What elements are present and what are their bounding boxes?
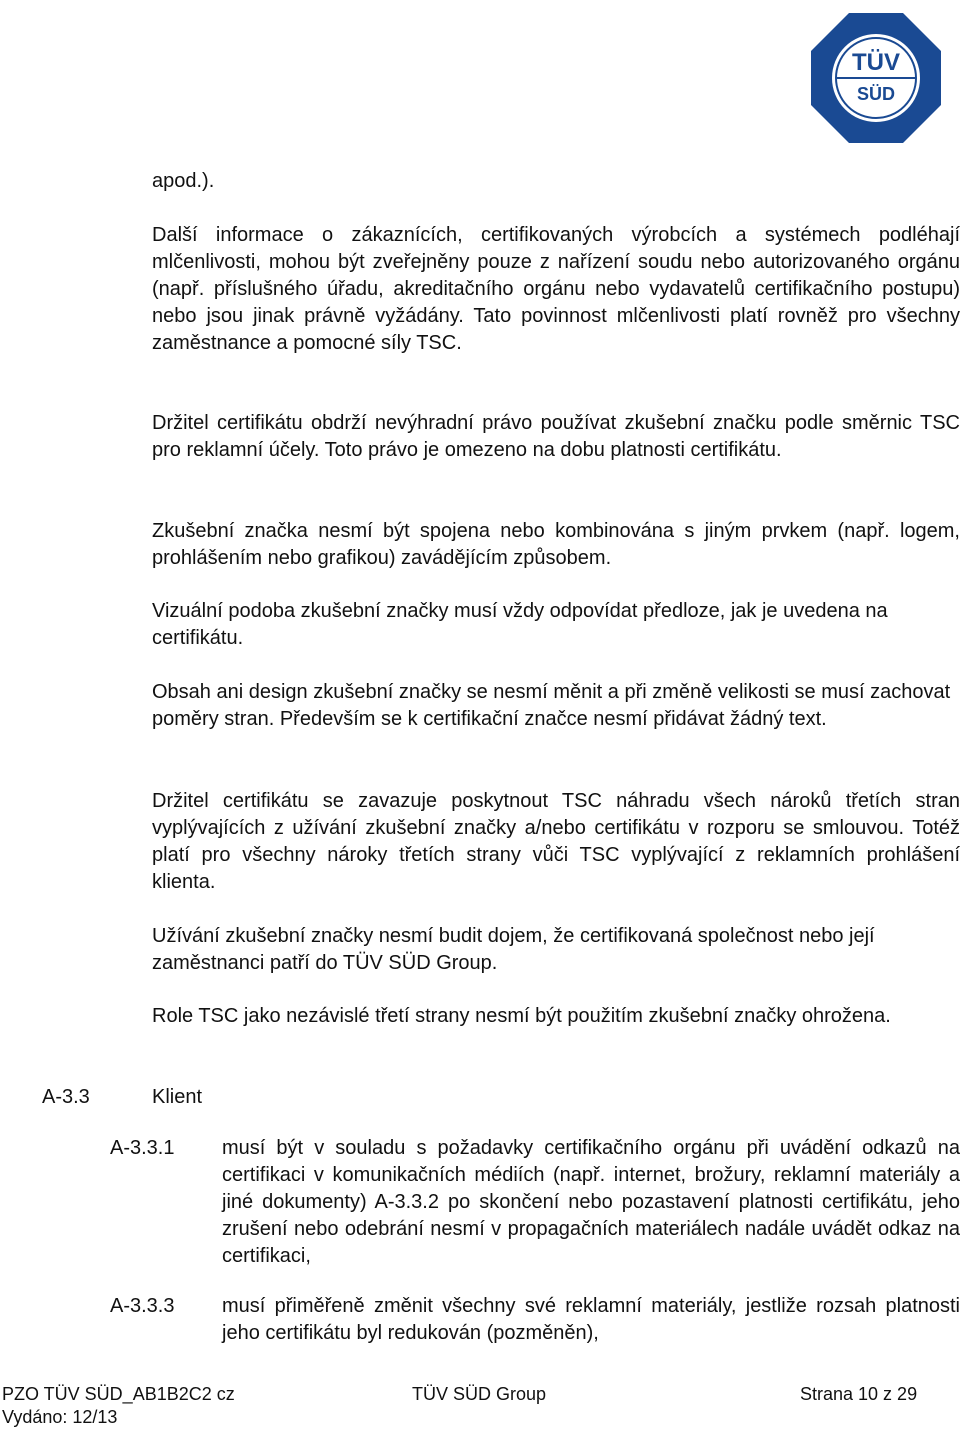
paragraph-mark-combination: Zkušební značka nesmí být spojena nebo kombinována s jiným prvkem (např. logem, prohlášením nebo grafikou) zavádějícím způsobem.: [152, 520, 960, 569]
paragraph-mark-appearance: Vizuální podoba zkušební značky musí vždy odpovídat předloze, jak je uvedena na certifikátu.: [152, 600, 888, 649]
logo-label-bottom: SÜD: [856, 84, 896, 104]
subsection-text: musí být v souladu s požadavky certifikačního orgánu při uvádění odkazů na certifikaci v komunikačních médiích (např. internet, brožury, reklamní materiály a jiné dokumenty) A-3.3.2 po skončení nebo pozastavení platnosti certifikátu, jeho zrušení nebo odebrání nesmí v propagačních materiálech nadále uvádět odkaz na certifikaci,: [222, 1137, 960, 1267]
paragraph-indemnity: Držitel certifikátu se zavazuje poskytnout TSC náhradu všech nároků třetích stran vyplývajících z užívání zkušební značky a/nebo certifikátu v rozporu se smlouvou. Totéž platí pro všechny nároky třetích strany vůči TSC vyplývající z reklamních prohlášení klienta.: [152, 790, 960, 893]
section-number: A-3.3: [42, 1086, 90, 1108]
logo-label-top: TÜV: [852, 49, 900, 76]
paragraph-mark-design: Obsah ani design zkušební značky se nesmí měnit a při změně velikosti se musí zachovat poměry stran. Především se k certifikační značce nesmí přidávat žádný text.: [152, 681, 951, 730]
paragraph-group-impression: Užívání zkušební značky nesmí budit dojem, že certifikovaná společnost nebo její zaměstnanci patří do TÜV SÜD Group.: [152, 925, 875, 974]
subsection-text: musí přiměřeně změnit všechny své reklamní materiály, jestliže rozsah platnosti jeho certifikátu byl redukován (pozměněn),: [222, 1295, 960, 1344]
footer-page-number: Strana 10 z 29: [800, 1384, 918, 1404]
tuv-sud-logo: [810, 12, 942, 144]
section-title: Klient: [152, 1086, 203, 1108]
paragraph-independence: Role TSC jako nezávislé třetí strany nesmí být použitím zkušební značky ohrožena.: [152, 1005, 891, 1027]
footer-doc-id: PZO TÜV SÜD_AB1B2C2 cz: [2, 1384, 235, 1404]
footer-company: TÜV SÜD Group: [412, 1384, 547, 1404]
subsection-number: A-3.3.3: [110, 1295, 175, 1317]
paragraph-mark-right: Držitel certifikátu obdrží nevýhradní právo používat zkušební značku podle směrnic TSC pro reklamní účely. Toto právo je omezeno na dobu platnosti certifikátu.: [152, 412, 960, 461]
paragraph-confidentiality: Další informace o zákaznících, certifikovaných výrobcích a systémech podléhají mlčenlivosti, mohou být zveřejněny pouze z nařízení soudu nebo autorizovaného orgánu (např. příslušného úřadu, akreditačního orgánu nebo vydavatelů certifikačního postupu) nebo jsou jinak právně vyžádány. Tato povinnost mlčenlivosti platí rovněž pro všechny zaměstnance a pomocné síly TSC.: [152, 224, 960, 354]
subsection-number: A-3.3.1: [110, 1137, 175, 1159]
footer-issued: Vydáno: 12/13: [2, 1407, 118, 1427]
paragraph-apod: apod.).: [152, 170, 215, 192]
